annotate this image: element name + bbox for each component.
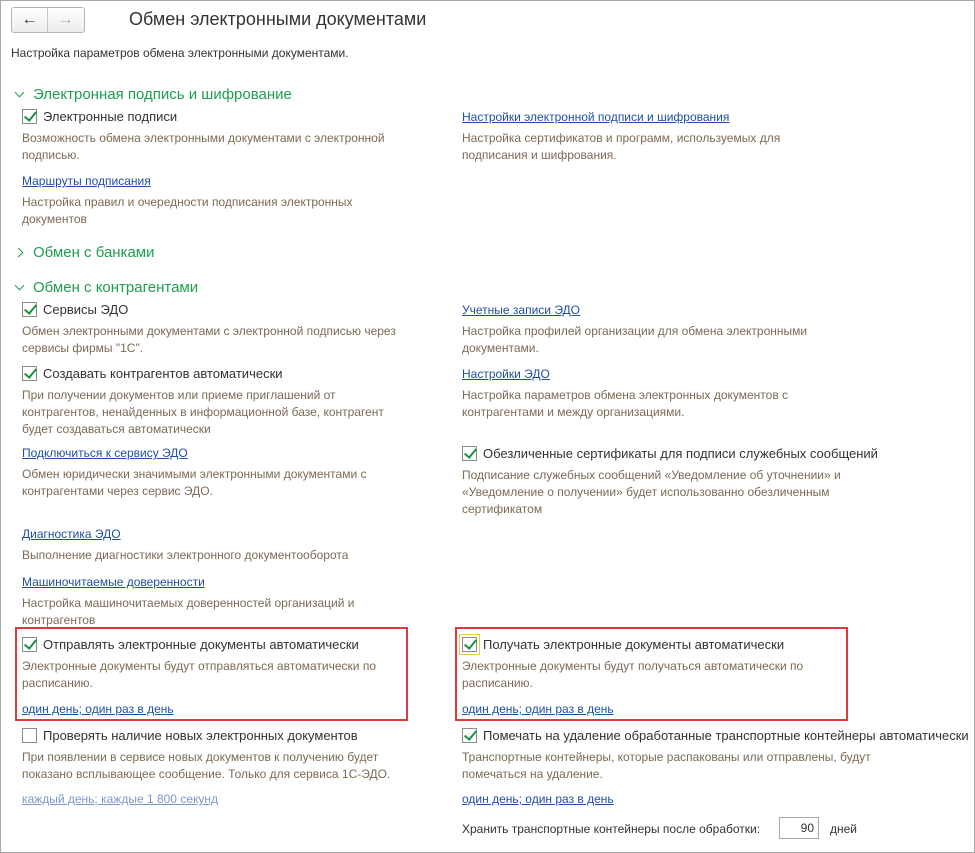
- description-signature-settings: Настройка сертификатов и программ, используемых для подписания и шифрования.: [462, 131, 781, 162]
- description-check-new-documents: При появлении в сервисе новых документов к получению будет показано всплывающее сообщение. Только для сервиса 1С-ЭДО.: [22, 750, 391, 781]
- link-check-schedule[interactable]: каждый день; каждые 1 800 секунд: [22, 792, 219, 806]
- description-edo-accounts: Настройка профилей организации для обмена электронными документами.: [462, 324, 808, 355]
- group-signature-encryption[interactable]: [13, 86, 292, 103]
- link-mark-schedule[interactable]: один день; один раз в день: [462, 792, 614, 806]
- checkbox-electronic-signatures[interactable]: [22, 109, 37, 124]
- description-receive-auto: Электронные документы будут получаться автоматически по расписанию.: [462, 659, 804, 690]
- group-title: Обмен с банками: [33, 244, 155, 261]
- checkbox-label-mark-containers-delete[interactable]: Помечать на удаление обработанные транспортные контейнеры автоматически: [483, 728, 969, 743]
- checkbox-receive-auto[interactable]: [462, 637, 477, 652]
- description-connect-edo: Обмен юридически значимыми электронными документами с контрагентами через сервис ЭДО.: [22, 467, 367, 498]
- description-machine-readable-poa: Настройка машиночитаемых доверенностей организаций и контрагентов: [22, 596, 355, 627]
- description-send-auto: Электронные документы будут отправляться автоматически по расписанию.: [22, 659, 376, 690]
- group-contractor-exchange[interactable]: [13, 279, 198, 296]
- link-edo-settings[interactable]: Настройки ЭДО: [462, 367, 550, 381]
- checkbox-mark-containers-delete[interactable]: [462, 728, 477, 743]
- label-days-unit: дней: [830, 822, 858, 836]
- checkbox-label-receive-auto[interactable]: Получать электронные документы автоматически: [483, 637, 785, 652]
- link-edo-accounts[interactable]: Учетные записи ЭДО: [462, 303, 581, 317]
- checkbox-label-electronic-signatures[interactable]: Электронные подписи: [43, 109, 178, 124]
- forward-arrow-icon[interactable]: →: [57, 11, 74, 28]
- chevron-right-icon: [13, 246, 27, 260]
- description-signing-routes: Настройка правил и очередности подписания электронных документов: [22, 195, 353, 226]
- description-edo-diagnostics: Выполнение диагностики электронного документооборота: [22, 548, 349, 562]
- group-title: Электронная подпись и шифрование: [33, 86, 292, 103]
- link-edo-diagnostics[interactable]: Диагностика ЭДО: [22, 527, 121, 541]
- chevron-down-icon: [13, 281, 27, 295]
- description-anonymous-certificates: Подписание служебных сообщений «Уведомление об уточнении» и «Уведомление о получении» будет использованно обезличенным сертификатом: [462, 468, 841, 516]
- checkbox-edo-services[interactable]: [22, 302, 37, 317]
- checkbox-label-send-auto[interactable]: Отправлять электронные документы автоматически: [43, 637, 359, 652]
- description-electronic-signatures: Возможность обмена электронными документами с электронной подписью.: [22, 131, 385, 162]
- page-title: Обмен электронными документами: [129, 9, 427, 29]
- description-create-contractors: При получении документов или приеме приглашений от контрагентов, ненайденных в информационной базе, контрагент будет создаваться автоматически: [22, 388, 384, 436]
- group-title: Обмен с контрагентами: [33, 279, 199, 296]
- link-send-schedule[interactable]: один день; один раз в день: [22, 702, 174, 716]
- link-signing-routes[interactable]: Маршруты подписания: [22, 174, 151, 188]
- description-edo-settings: Настройка параметров обмена электронных документов с контрагентами и между организациями.: [462, 388, 789, 419]
- group-bank-exchange[interactable]: [13, 244, 155, 261]
- checkbox-label-edo-services[interactable]: Сервисы ЭДО: [43, 302, 129, 317]
- link-receive-schedule[interactable]: один день; один раз в день: [462, 702, 614, 716]
- checkbox-label-check-new-documents[interactable]: Проверять наличие новых электронных документов: [43, 728, 358, 743]
- checkbox-send-auto[interactable]: [22, 637, 37, 652]
- description-edo-services: Обмен электронными документами с электронной подписью через сервисы фирмы "1С".: [22, 324, 396, 355]
- checkbox-check-new-documents[interactable]: [22, 728, 37, 743]
- link-connect-edo[interactable]: Подключиться к сервису ЭДО: [22, 446, 188, 460]
- description-mark-containers-delete: Транспортные контейнеры, которые распакованы или отправлены, будут помечаться на удаление.: [462, 750, 871, 781]
- link-signature-settings[interactable]: Настройки электронной подписи и шифрования: [462, 110, 730, 124]
- link-machine-readable-poa[interactable]: Машиночитаемые доверенности: [22, 575, 205, 589]
- chevron-down-icon: [13, 88, 27, 102]
- checkbox-label-create-contractors[interactable]: Создавать контрагентов автоматически: [43, 366, 283, 381]
- checkbox-create-contractors[interactable]: [22, 366, 37, 381]
- page-subtitle: Настройка параметров обмена электронными документами.: [11, 46, 349, 60]
- label-keep-containers: Хранить транспортные контейнеры после обработки:: [462, 822, 761, 836]
- checkbox-label-anonymous-certificates[interactable]: Обезличенные сертификаты для подписи служебных сообщений: [483, 446, 878, 461]
- checkbox-anonymous-certificates[interactable]: [462, 446, 477, 461]
- back-arrow-icon[interactable]: ←: [12, 8, 48, 32]
- input-keep-days[interactable]: 90: [779, 817, 819, 839]
- navigation-buttons: [11, 7, 85, 33]
